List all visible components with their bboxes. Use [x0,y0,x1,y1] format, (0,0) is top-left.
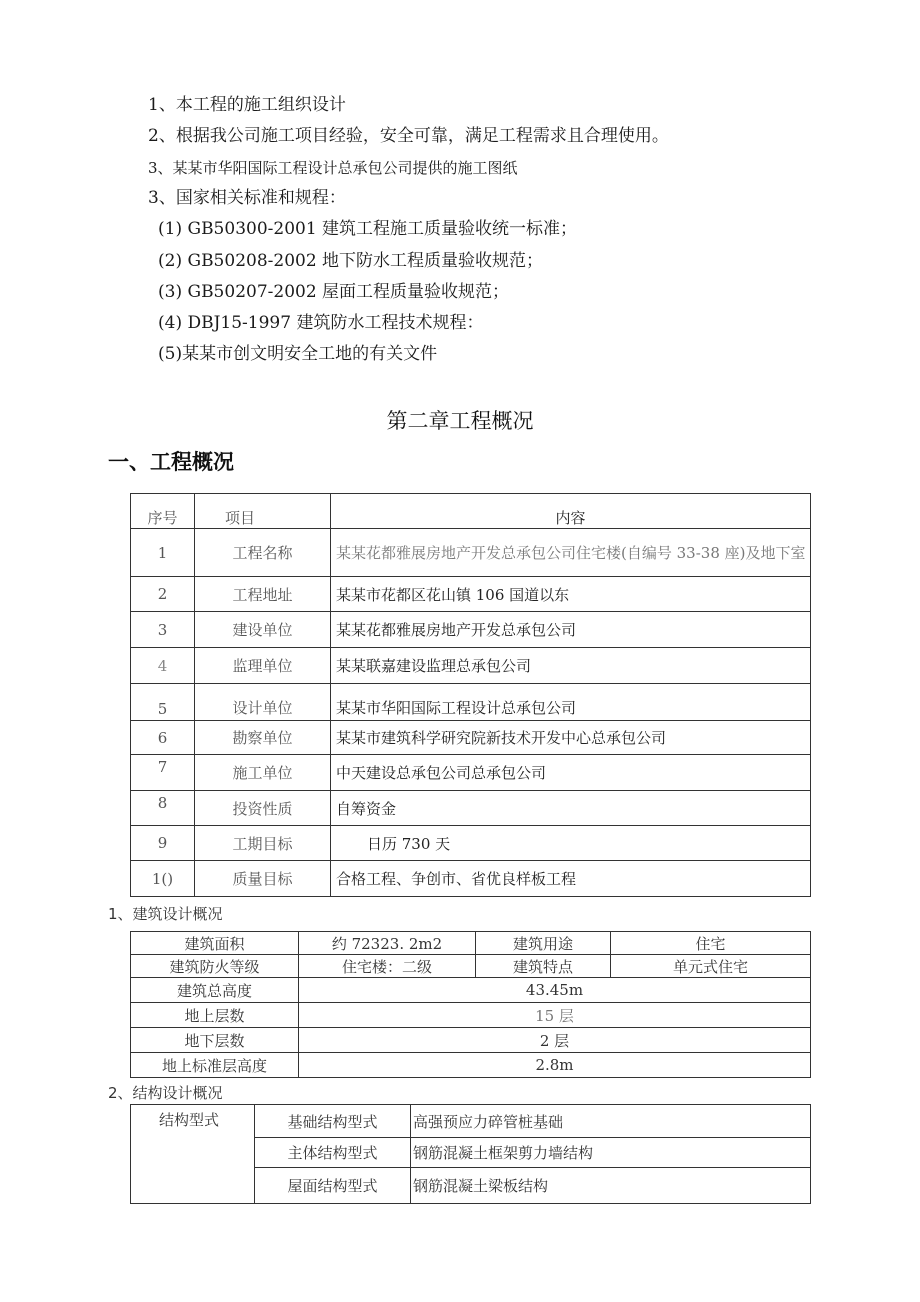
row-num: 7 [131,755,195,791]
table-row [131,529,811,577]
architecture-table [130,931,811,1078]
chapter-title: 第二章工程概况 [386,409,534,433]
section-title: 一、工程概况 [108,450,234,474]
row-item: 建设单位 [195,612,331,648]
structure-type-value: 高强预应力碎管桩基础 [411,1105,811,1138]
table-row [131,721,811,755]
basis-item: 3、国家相关标准和规程： [148,188,346,208]
std-height-value: 2.8m [299,1053,811,1078]
use-label: 建筑用途 [476,932,611,955]
basis-item: 2、根据我公司施工项目经验，安全可靠，满足工程需求且合理使用。 [148,126,669,146]
structure-heading: 2、结构设计概况 [108,1084,223,1102]
row-content: 某某市花都区花山镇 106 国道以东 [331,577,811,612]
basis-item: (4) DBJ15-1997 建筑防水工程技术规程： [158,313,484,333]
area-value: 约 72323. 2m2 [299,932,476,955]
overview-table [130,493,811,897]
row-item: 工期目标 [195,826,331,861]
feature-value: 单元式住宅 [611,955,811,978]
above-value: 15 层 [299,1003,811,1028]
use-value: 住宅 [611,932,811,955]
row-item: 监理单位 [195,648,331,684]
row-num: 1() [131,861,195,897]
basis-item: 1、本工程的施工组织设计 [148,95,346,115]
table-row [131,1105,811,1138]
table-row [131,577,811,612]
table-row [131,684,811,721]
std-height-label: 地上标准层高度 [131,1053,299,1078]
header-content: 内容 [331,494,811,529]
row-item: 工程地址 [195,577,331,612]
row-num: 1 [131,529,195,577]
above-label: 地上层数 [131,1003,299,1028]
area-label: 建筑面积 [131,932,299,955]
row-content: 自筹资金 [331,791,811,826]
header-num: 序号 [131,494,195,529]
table-row [131,755,811,791]
row-item: 勘察单位 [195,721,331,755]
structure-label: 结构型式 [131,1105,255,1204]
row-content: 日历 730 天 [331,826,811,861]
structure-type-name: 屋面结构型式 [255,1168,411,1204]
table-row [131,1003,811,1028]
row-item: 质量目标 [195,861,331,897]
below-label: 地下层数 [131,1028,299,1053]
row-item: 设计单位 [195,684,331,721]
row-num: 3 [131,612,195,648]
basis-item: (5)某某市创文明安全工地的有关文件 [158,344,438,364]
table-row [131,955,811,978]
table-row [131,932,811,955]
row-num: 6 [131,721,195,755]
basis-item: (1) GB50300-2001 建筑工程施工质量验收统一标准； [158,219,578,239]
table-row [131,1053,811,1078]
table-row [131,612,811,648]
row-item: 投资性质 [195,791,331,826]
structure-type-value: 钢筋混凝土梁板结构 [411,1168,811,1204]
basis-item: (2) GB50208-2002 地下防水工程质量验收规范； [158,251,544,271]
table-row [131,978,811,1003]
row-content: 某某联嘉建设监理总承包公司 [331,648,811,684]
header-item: 项目 [195,494,331,529]
row-item: 施工单位 [195,755,331,791]
row-content: 某某花都雅展房地产开发总承包公司 [331,612,811,648]
row-num: 5 [131,684,195,721]
fire-value: 住宅楼：二级 [299,955,476,978]
structure-table [130,1104,811,1204]
overview-header-row [131,494,811,529]
height-label: 建筑总高度 [131,978,299,1003]
table-row [131,861,811,897]
row-content: 某某花都雅展房地产开发总承包公司住宅楼(自编号 33-38 座)及地下室 [331,529,811,577]
row-content: 某某市建筑科学研究院新技术开发中心总承包公司 [331,721,811,755]
fire-label: 建筑防火等级 [131,955,299,978]
table-row [131,648,811,684]
structure-type-name: 主体结构型式 [255,1138,411,1168]
feature-label: 建筑特点 [476,955,611,978]
structure-type-value: 钢筋混凝土框架剪力墙结构 [411,1138,811,1168]
row-content: 某某市华阳国际工程设计总承包公司 [331,684,811,721]
row-content: 合格工程、争创市、省优良样板工程 [331,861,811,897]
row-item: 工程名称 [195,529,331,577]
row-content: 中天建设总承包公司总承包公司 [331,755,811,791]
row-num: 9 [131,826,195,861]
architecture-heading: 1、建筑设计概况 [108,905,223,923]
height-value: 43.45m [299,978,811,1003]
row-num: 8 [131,791,195,826]
table-row [131,1028,811,1053]
row-num: 4 [131,648,195,684]
structure-type-name: 基础结构型式 [255,1105,411,1138]
below-value: 2 层 [299,1028,811,1053]
basis-item: 3、某某市华阳国际工程设计总承包公司提供的施工图纸 [148,159,518,177]
row-num: 2 [131,577,195,612]
table-row [131,826,811,861]
table-row [131,791,811,826]
basis-item: (3) GB50207-2002 屋面工程质量验收规范； [158,282,510,302]
